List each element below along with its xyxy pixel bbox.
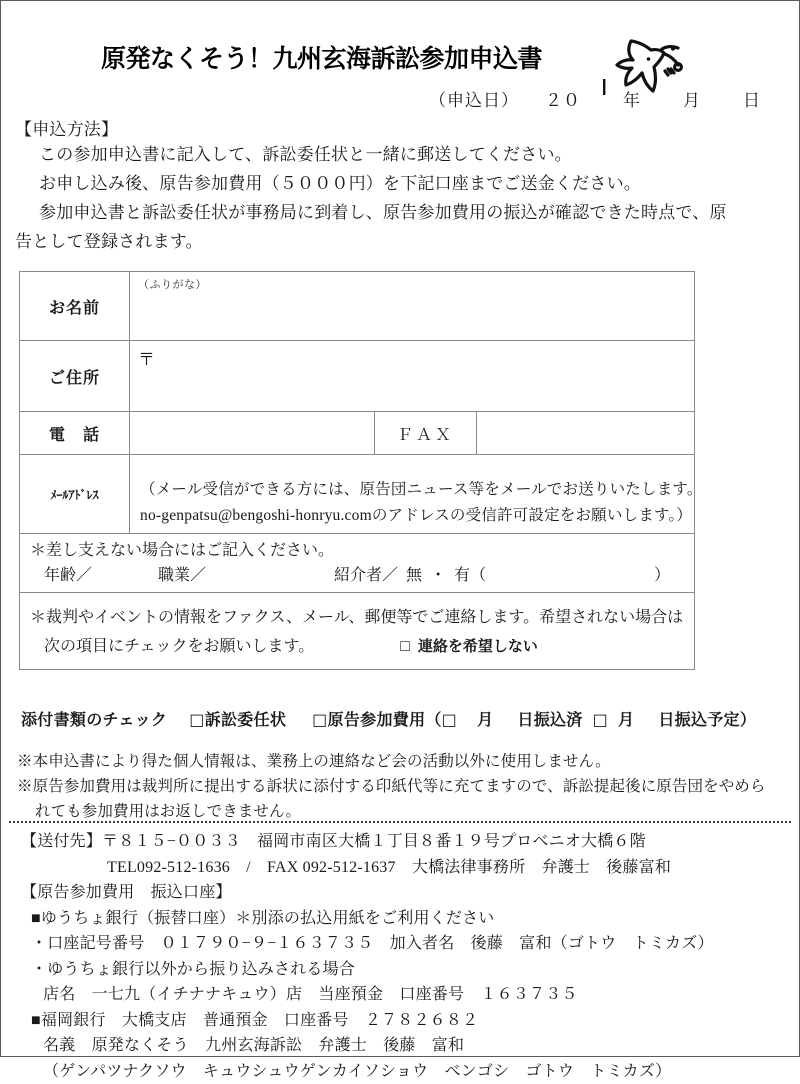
email-input-cell[interactable] xyxy=(130,455,695,534)
howto-line-2: お申し込み後、原告参加費用（５０００円）を下記口座までご送金ください。 xyxy=(15,169,777,198)
account-holder-name: 名義 原発なくそう 九州玄海訴訟 弁護士 後藤 富和 xyxy=(21,1033,791,1059)
yucho-bank-line: ■ゆうちょ銀行（振替口座）＊別添の払込用紙をご利用ください xyxy=(21,906,791,932)
footer-contact-and-bank xyxy=(21,829,791,1084)
attachment-paid-text: 日振込済 xyxy=(517,710,582,729)
notice-line-3: れても参加費用はお返しできません。 xyxy=(17,799,781,824)
date-month-unit: 月 xyxy=(683,91,701,110)
contact-line-2 xyxy=(30,632,686,661)
fukuoka-bank-line: ■福岡銀行 大橋支店 普通預金 口座番号 ２７８２６８２ xyxy=(21,1008,791,1034)
referrer-separator: ・ xyxy=(430,567,446,584)
referrer-label: 紹介者／ xyxy=(334,567,398,584)
date-label: （申込日） xyxy=(429,91,519,110)
referrer-none-option[interactable]: 無 xyxy=(406,567,422,584)
send-to-address: 【送付先】〒８１５−００３３ 福岡市南区大橋１丁目８番１９号プロベニオ大橋６階 xyxy=(21,829,791,855)
table-row-contact-preference xyxy=(20,593,695,670)
other-bank-intro: ・ゆうちょ銀行以外から振り込みされる場合 xyxy=(21,957,791,983)
optional-info-cell[interactable] xyxy=(20,534,695,593)
age-label: 年齢／ xyxy=(44,567,92,584)
applicant-form-table xyxy=(19,271,695,670)
howto-line-3: 参加申込書と訴訟委任状が事務局に到着し、原告参加費用の振込が確認できた時点で、原 xyxy=(15,198,777,227)
contact-line-1: ＊裁判やイベントの情報をファクス、メール、郵便等でご連絡します。希望されない場合は xyxy=(30,604,686,632)
howto-line-4: 告として登録されます。 xyxy=(15,227,777,256)
address-input-cell[interactable] xyxy=(130,341,695,412)
attachment-checkbox-fee[interactable]: □原告参加費用（□ xyxy=(312,710,457,729)
table-row-name xyxy=(20,272,695,341)
address-label: ご住所 xyxy=(20,341,130,412)
page-title: 原発なくそう！九州玄海訴訟参加申込書 xyxy=(101,39,542,75)
contact-line-2-text: 次の項目にチェックをお願いします。 xyxy=(44,638,314,655)
howto-body xyxy=(15,140,777,256)
application-date-line xyxy=(1,86,761,111)
no-contact-checkbox-label: 連絡を希望しない xyxy=(418,637,538,655)
privacy-notices xyxy=(17,749,781,824)
postal-mark-icon: 〒 xyxy=(138,345,155,370)
attachment-planned-text: 日振込予定） xyxy=(658,710,756,729)
notice-line-2: ※原告参加費用は裁判所に提出する訴状に添付する印紙代等に充てますので、訴訟提起後に原告団をやめら xyxy=(17,774,781,799)
email-note-line-2 xyxy=(140,503,703,529)
contact-preference-cell xyxy=(20,593,695,670)
table-row-address xyxy=(20,341,695,412)
attachment-checkbox-planned[interactable]: □ xyxy=(593,710,608,729)
table-row-email xyxy=(20,455,695,534)
bank-heading: 【原告参加費用 振込口座】 xyxy=(21,880,791,906)
optional-heading: ＊差し支えない場合にはご記入ください。 xyxy=(30,538,686,563)
attachment-month-planned: 月 xyxy=(618,710,634,729)
name-input-cell[interactable] xyxy=(130,272,695,341)
email-note-tail: のアドレスの受信許可設定をお願いします。） xyxy=(372,507,692,524)
fax-input-cell[interactable] xyxy=(477,412,695,455)
attachment-checkbox-power-of-attorney[interactable]: □訴訟委任状 xyxy=(189,710,286,729)
furigana-label: （ふりがな） xyxy=(138,276,207,292)
table-row-optional xyxy=(20,534,695,593)
howto-heading: 【申込方法】 xyxy=(15,115,118,140)
page-inner xyxy=(1,1,799,1056)
date-day-unit: 日 xyxy=(743,91,761,110)
email-note xyxy=(140,477,703,529)
dashed-divider xyxy=(9,821,791,823)
date-year-unit: 年 xyxy=(623,91,641,110)
table-row-tel-fax xyxy=(20,412,695,455)
tel-input-cell[interactable] xyxy=(130,412,375,455)
attachment-heading: 添付書類のチェック xyxy=(21,710,167,729)
other-bank-detail: 店名 一七九（イチナナキュウ）店 当座預金 口座番号 １６３７３５ xyxy=(21,982,791,1008)
howto-line-1: この参加申込書に記入して、訴訟委任状と一緒に郵送してください。 xyxy=(15,140,777,169)
attachment-month-paid: 月 xyxy=(477,710,493,729)
account-holder-name-kana: （ゲンパツナクソウ キュウシュウゲンカイソショウ ベンゴシ ゴトウ トミカズ） xyxy=(21,1059,791,1084)
email-note-line-1: （メール受信ができる方には、原告団ニュース等をメールでお送りいたします。 xyxy=(140,477,703,503)
attachment-check-line xyxy=(21,707,756,730)
email-label: ﾒｰﾙｱﾄﾞﾚｽ xyxy=(20,455,130,534)
yucho-account-number: ・口座記号番号 ０１７９０−９−１６３７３５ 加入者名 後藤 富和（ゴトウ トミカズ） xyxy=(21,931,791,957)
occupation-label: 職業／ xyxy=(158,567,206,584)
fax-label: ＦＡＸ xyxy=(375,412,477,455)
header xyxy=(1,19,799,81)
no-contact-checkbox[interactable]: □ xyxy=(400,638,410,655)
tel-fax-office: TEL092-512-1636 / FAX 092-512-1637 大橋法律事務所 弁護士 後藤富和 xyxy=(21,855,791,881)
optional-fields xyxy=(30,563,686,588)
referrer-yes-option[interactable]: 有（ xyxy=(454,567,486,584)
email-address: no-genpatsu@bengoshi-honryu.com xyxy=(140,507,372,524)
referrer-close-paren: ） xyxy=(654,567,670,584)
notice-line-1: ※本申込書により得た個人情報は、業務上の連絡など会の活動以外に使用しません。 xyxy=(17,749,781,774)
date-year-prefix: ２０ xyxy=(545,91,581,110)
tel-label: 電 話 xyxy=(20,412,130,455)
name-label: お名前 xyxy=(20,272,130,341)
